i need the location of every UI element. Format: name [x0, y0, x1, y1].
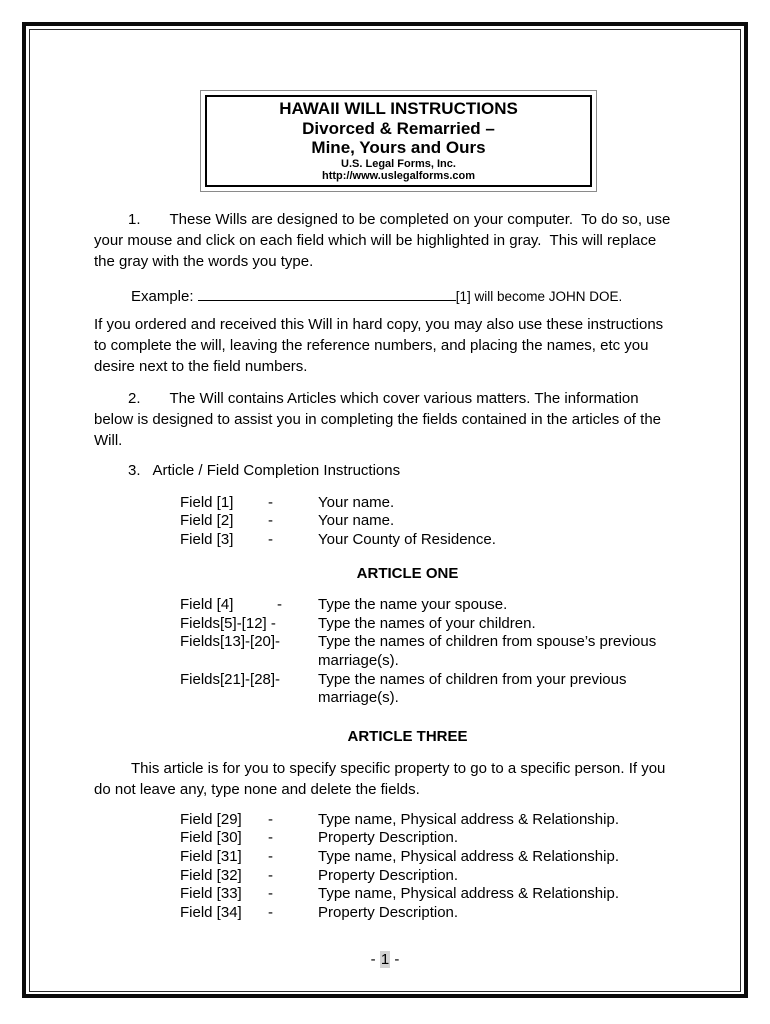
field-row — [180, 885, 676, 904]
field-dash: - — [277, 596, 282, 614]
field-dash — [277, 671, 318, 708]
field-row — [180, 494, 676, 513]
article-three-heading: ARTICLE THREE — [347, 727, 468, 745]
paragraph-text: Article / Field Completion Instructions — [152, 461, 401, 479]
field-label: Field [3] — [180, 530, 234, 548]
field-label: Fields[13]-[20]- — [180, 633, 281, 651]
field-desc: Property Description. — [318, 903, 459, 921]
field-dash: - — [268, 848, 273, 866]
paragraph-text: If you ordered and received this Will in hard copy, you may also use these instructions to complete the will, leaving the reference numbers, and placing the names, etc you desire next to the field numbers. — [94, 315, 668, 375]
field-desc: Property Description. — [318, 829, 459, 847]
field-dash — [277, 615, 318, 634]
field-label: Fields[5]-[12] - — [180, 614, 276, 632]
field-label: Field [32] — [180, 866, 242, 884]
paragraph-number: 3. — [128, 461, 141, 479]
field-dash: - — [268, 810, 273, 828]
field-desc: Type the name your spouse. — [318, 596, 508, 614]
field-desc: Your name. — [318, 512, 395, 530]
article-one-field-list — [94, 596, 676, 708]
document-title: HAWAII WILL INSTRUCTIONS — [279, 99, 518, 118]
field-label: Field [31] — [180, 848, 242, 866]
field-desc: Type name, Physical address & Relationship. — [318, 885, 619, 903]
hardcopy-paragraph — [94, 314, 676, 377]
page-number-field: 1 — [380, 951, 390, 968]
example-row — [94, 286, 676, 307]
field-desc: Type name, Physical address & Relationship. — [318, 848, 619, 866]
intro-item-2 — [94, 388, 676, 451]
example-blank-line — [198, 287, 456, 301]
field-dash: - — [268, 530, 273, 548]
field-row — [180, 904, 676, 923]
paragraph-number: 2. — [128, 389, 141, 407]
field-desc: Type the names of children from spouse’s previous marriage(s). — [318, 633, 657, 670]
field-desc: Type name, Physical address & Relationship. — [318, 810, 619, 828]
field-label: Fields[21]-[28]- — [180, 670, 281, 688]
field-row — [180, 633, 676, 670]
field-row — [180, 615, 676, 634]
article-three-field-list — [94, 811, 676, 923]
paragraph-number: 1. — [128, 210, 141, 228]
page-number-suffix: - — [390, 951, 400, 968]
field-desc: Your County of Residence. — [318, 530, 496, 548]
field-label: Field [30] — [180, 829, 242, 847]
field-desc: Type the names of children from your previous marriage(s). — [318, 670, 627, 707]
field-label: Field [2] — [180, 512, 234, 530]
field-dash: - — [268, 903, 273, 921]
paragraph-text: These Wills are designed to be completed on your computer. To do so, use your mouse and click on each field which will be highlighted in gray. This will replace the gray with the words you type. — [94, 210, 675, 270]
field-label: Field [29] — [180, 810, 242, 828]
field-dash: - — [268, 885, 273, 903]
field-desc: Property Description. — [318, 866, 459, 884]
field-label: Field [33] — [180, 885, 242, 903]
field-label: Field [34] — [180, 903, 242, 921]
website-url: http://www.uslegalforms.com — [322, 169, 475, 182]
field-desc: Your name. — [318, 493, 395, 511]
field-label: Field [4] — [180, 596, 234, 614]
field-dash: - — [268, 829, 273, 847]
field-row — [180, 811, 676, 830]
field-row — [180, 671, 676, 708]
field-dash: - — [268, 866, 273, 884]
article-one-heading: ARTICLE ONE — [356, 565, 459, 583]
document-subtitle-2: Mine, Yours and Ours — [311, 138, 486, 157]
company-name: U.S. Legal Forms, Inc. — [341, 157, 456, 170]
paragraph-text: This article is for you to specify specific property to go to a specific person. If you do not leave any, type none and delete the fields. — [94, 759, 670, 798]
field-row — [180, 531, 676, 550]
page-number-prefix: - — [370, 951, 380, 968]
field-dash: - — [268, 512, 273, 530]
field-row — [180, 512, 676, 531]
field-row — [180, 867, 676, 886]
field-row — [180, 848, 676, 867]
document-page — [94, 29, 676, 922]
title-box — [200, 90, 597, 192]
page-number-footer — [0, 950, 770, 970]
document-subtitle-1: Divorced & Remarried – — [302, 118, 495, 138]
field-desc: Type the names of your children. — [318, 614, 536, 632]
example-label: Example: — [131, 287, 194, 305]
field-dash — [277, 633, 318, 670]
intro-item-3 — [94, 460, 676, 481]
field-row — [180, 829, 676, 848]
field-row — [180, 596, 676, 615]
example-field-ref: [1] will become JOHN DOE. — [455, 288, 623, 304]
intro-item-1 — [94, 209, 676, 272]
article-three-intro — [94, 758, 676, 800]
paragraph-text: The Will contains Articles which cover various matters. The information below is designed to assist you in completing the fields contained in the articles of the Will. — [94, 389, 666, 449]
field-dash: - — [268, 493, 273, 511]
field-label: Field [1] — [180, 493, 234, 511]
title-box-inner — [205, 95, 592, 187]
general-field-list — [94, 494, 676, 550]
